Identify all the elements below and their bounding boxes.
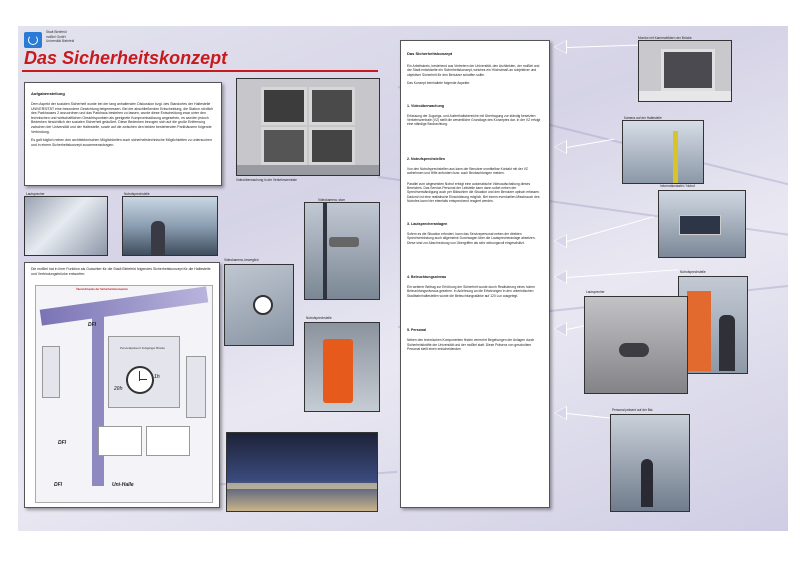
arrow-icon [554, 234, 567, 248]
section-text: Sofern es die Situation erfordert, kann das Servicepersonal neben der direkten Sprechverbindung auch allgemeine Durchsagen über die Lautsprecheranlage absetzen. Diese sind zur Abschreckung von Übergriffen als sehr wirkungsvoll eingeschätzt. [407, 231, 536, 245]
photo-video-camera-fixed [304, 202, 380, 300]
task-panel [24, 82, 222, 186]
poster [18, 26, 788, 531]
clock-icon [126, 366, 154, 394]
task-text: Dem Aspekt der sozialen Sicherheit wurde bei der lang anhaltenden Diskussion bzgl. des Standortes der Haltestelle UNIVERSITÄT eine besondere Gewichtung beigemessen. Bei der abschließenden Entscheidung, die Station nördlich des Parkhauses 2 anzuordnen und das Parkhaus bestehen zu lassen, wurde diese Entscheidung zwar unter den technischen und wirtschaftlichen Gesichtspunkten als geeignete Kompromisslösung angesehen, es wurden jedoch Bedenken hinsichtlich der sozialen Sicherheit geäußert. Diese Bedenken bezogen sich auf die große Entfernung zwischen der Universität und der Haltestelle, sowie auf die zwischen den beiden bestehenden Parkhäusern folgende Verbindung. [31, 102, 214, 134]
photo-bridge-monitor [638, 40, 732, 102]
photo-video-camera-dome [224, 264, 294, 346]
photo-emergency-pillar [304, 322, 380, 412]
plan-bridge [92, 316, 104, 486]
leader-line [567, 269, 679, 278]
plan-title: Übersichtsplan der Sicherheitskonzeption [76, 288, 128, 291]
logo-line: moBiel GmbH [46, 34, 66, 39]
arrow-icon [554, 322, 567, 336]
photo-night-station [226, 432, 378, 512]
plan-track [40, 286, 209, 325]
arrow-icon [554, 270, 567, 284]
arrow-icon [554, 140, 567, 154]
logo-line: Universität Bielefeld [46, 39, 75, 44]
concept-intro: Ein Arbeitskreis, bestehend aus Vertretern der Universität, den Architekten, der moBiel und der Stadt entwickelte ein Sicherheitskonzept, welches ein Höchstmaß an subjektiver und objektiver Sicherheit für den Benutzer schaffen sollte. [407, 64, 540, 77]
leader-line [567, 44, 643, 48]
plan-legend [146, 426, 190, 456]
leader-line [567, 139, 614, 148]
section-title: 4. Beleuchtungsniveau [407, 274, 447, 279]
concept-panel [400, 40, 550, 508]
plan-label-dfi: DFI [58, 440, 67, 446]
leader-line [567, 216, 654, 242]
caption: Informationstafel / Notruf [660, 184, 695, 188]
photo-monitors [236, 78, 380, 176]
plan-legend [98, 426, 142, 456]
logo-icon [24, 32, 42, 48]
caption: Videokamera, beweglich [224, 258, 259, 262]
plan-intro: Die moBiel hat in ihrer Funktion als Gutachter für die Stadt Bielefeld folgendes Sicherheitskonzept für die Haltestelle und Verbindungsbrücke entworfen: [31, 267, 211, 276]
page-title: Das Sicherheitskonzept [24, 48, 228, 68]
section-text: Erfassung der Zugangs- und Aufenthaltsbereiche mit Übertragung zur ständig besetzten Verkehrszentrale (VZ) stellt die wesentliche Grundlage des Konzeptes dar. In der VZ erfolgt eine ständige Beobachtung. [407, 113, 541, 127]
site-plan [35, 285, 213, 503]
photo-emergency-call [122, 196, 218, 256]
section-title: 1. Videoüberwachung [407, 103, 445, 108]
caption: Kamera auf der Haltestelle [624, 116, 662, 120]
logo-line: Stadt Bielefeld [46, 30, 67, 34]
task-text-2: Es galt folglich neben den architektonischen Möglichkeiten auch sicherheitstechnische Möglichkeiten zu untersuchen und in einem Sicherheitskonzept zusammenzutragen. [31, 138, 212, 147]
arrow-icon [554, 406, 567, 420]
caption: Lautsprecher [586, 290, 605, 294]
photo-info-board [658, 190, 746, 258]
caption: Notrufsprechstelle [680, 270, 706, 274]
caption: Personal präsent auf der Bst. [612, 408, 654, 412]
caption: Monitor mit Kamerabildern der Brücke [638, 36, 692, 40]
plan-label-dfi: DFI [88, 322, 97, 328]
section-text: Von den Notrufsprechstellen aus kann der Benutzer unmittelbar Kontakt mit der VZ aufnehmen und Hilfe anfordern bzw. auch Beobachtungen melden. [407, 166, 528, 176]
photo-staff-presence [610, 414, 690, 512]
photo-loudspeaker [24, 196, 108, 256]
clock-label: 20h [114, 386, 123, 392]
logo-text [46, 30, 74, 44]
clock-text: Personalpräsenz Fußgänger Brücke [120, 346, 165, 350]
caption: Notrufsprechstelle [124, 192, 150, 196]
caption: Videokamera, starr [318, 198, 345, 202]
plan-building [186, 356, 206, 418]
caption: Lautsprecher [26, 192, 45, 196]
section-text: Ein weiterer Beitrag zur Erhöhung der Sicherheit wurde durch Realisierung eines hohen Beleuchtungsniveaus gesehen. In Anlehnung an die Erfahrungen in den unterirdischen Stadtbahnhaltestellen wurde die Beleuchtungsstärke auf 120 Lux ausgelegt. [407, 284, 535, 298]
section-title: 2. Notrufsprechstellen [407, 156, 445, 161]
photo-loudspeaker-right [584, 296, 688, 394]
title-underline [22, 70, 378, 72]
plan-building [42, 346, 60, 398]
plan-panel [24, 262, 220, 508]
section-text-2: Parallel zum abgesetzten Notruf erfolgt eine automatische Videoaufschaltung dieses Bereiches. Das Service-Personal der Leitstelle kann dann sofort neben der Sprechverständigung auch per Bildschirm die Situation und den Benutzer optisch erfassen. Dadurch ist eine realistische Einschätzung möglich. Bei einem eventuellen Missbrauch des Notrufes kann hier ebenfalls entsprechend reagiert werden. [407, 181, 540, 204]
photo-emergency-call-right [678, 276, 748, 374]
section-title: 3. Lautsprecheranlagen [407, 221, 448, 226]
plan-label-dfi: DFI [54, 482, 63, 488]
concept-heading: Das Sicherheitskonzept [407, 51, 453, 56]
section-title: 5. Personal [407, 328, 427, 333]
caption: Notrufsprechstelle [306, 316, 332, 320]
clock-label: 1h [154, 374, 160, 380]
photo-station-camera [622, 120, 704, 184]
section-text: Neben den technischen Komponenten finden vermehrt Begehungen der Anlagen durch Sicherheitskräfte der Universität und der moBiel statt. Diese Präsenz von geschultem Personal stellt einen entscheidenden [407, 338, 535, 351]
leader-line [567, 413, 611, 419]
plan-label-uni-halle: Uni-Halle [112, 482, 134, 488]
concept-intro-2: Das Konzept beinhaltete folgende Aspekte: [407, 81, 471, 86]
task-heading: Aufgabenstellung [31, 91, 65, 96]
caption: Videoüberwachung in der Verkehrszentrale [236, 178, 297, 182]
arrow-icon [554, 40, 567, 54]
